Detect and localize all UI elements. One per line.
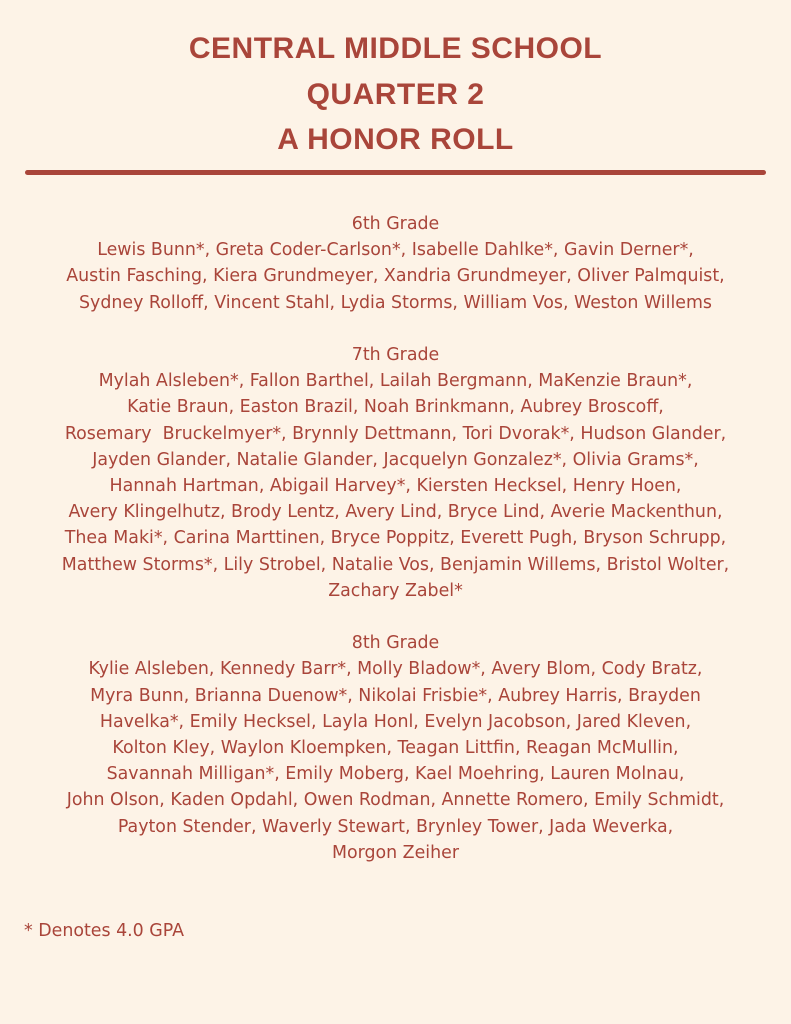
student-names-line: Jayden Glander, Natalie Glander, Jacquelyn Gonzalez*, Olivia Grams*, [92,449,699,470]
student-names-line: Zachary Zabel* [328,580,463,601]
grade-heading: 8th Grade [351,633,440,654]
student-names-line: Kolton Kley, Waylon Kloempken, Teagan Littfin, Reagan McMullin, [112,738,679,759]
student-names-line: Matthew Storms*, Lily Strobel, Natalie Vos, Benjamin Willems, Bristol Wolter, [61,554,730,575]
school-name-title: CENTRAL MIDDLE SCHOOL [188,32,603,65]
student-names-line: Lewis Bunn*, Greta Coder-Carlson*, Isabelle Dahlke*, Gavin Derner*, [97,240,694,261]
grade-6-section [0,211,791,316]
quarter-title: QUARTER 2 [306,78,485,111]
student-names-line: Avery Klingelhutz, Brody Lentz, Avery Lind, Bryce Lind, Averie Mackenthun, [68,502,723,523]
grade-8-section [0,630,791,866]
honor-roll-title: A HONOR ROLL [277,123,514,156]
honor-roll-list [0,211,791,892]
student-names-line: Payton Stender, Waverly Stewart, Brynley Tower, Jada Weverka, [117,816,674,837]
student-names-line: Havelka*, Emily Hecksel, Layla Honl, Evelyn Jacobson, Jared Kleven, [99,711,692,732]
student-names-line: Thea Maki*, Carina Marttinen, Bryce Poppitz, Everett Pugh, Bryson Schrupp, [64,528,727,549]
grade-heading: 6th Grade [351,214,440,234]
student-names-line: John Olson, Kaden Opdahl, Owen Rodman, Annette Romero, Emily Schmidt, [66,790,725,811]
student-names-line: Hannah Hartman, Abigail Harvey*, Kiersten Hecksel, Henry Hoen, [109,476,682,497]
student-names-line: Mylah Alsleben*, Fallon Barthel, Lailah Bergmann, MaKenzie Braun*, [98,371,693,392]
student-names-line: Myra Bunn, Brianna Duenow*, Nikolai Frisbie*, Aubrey Harris, Brayden [90,685,701,706]
student-names-line: Morgon Zeiher [331,842,460,863]
student-names-line: Katie Braun, Easton Brazil, Noah Brinkmann, Aubrey Broscoff, [127,397,664,418]
gpa-footnote: * Denotes 4.0 GPA [24,921,185,941]
student-names-line: Sydney Rolloff, Vincent Stahl, Lydia Storms, William Vos, Weston Willems [79,292,712,313]
student-names-line: Kylie Alsleben, Kennedy Barr*, Molly Bladow*, Avery Blom, Cody Bratz, [88,659,703,680]
header-divider [25,170,766,175]
student-names-line: Savannah Milligan*, Emily Moberg, Kael Moehring, Lauren Molnau, [106,764,685,785]
grade-7-section [0,342,791,604]
student-names-line: Austin Fasching, Kiera Grundmeyer, Xandria Grundmeyer, Oliver Palmquist, [66,266,725,287]
student-names-line: Rosemary Bruckelmyer*, Brynnly Dettmann, Tori Dvorak*, Hudson Glander, [64,423,727,444]
grade-heading: 7th Grade [351,345,440,365]
